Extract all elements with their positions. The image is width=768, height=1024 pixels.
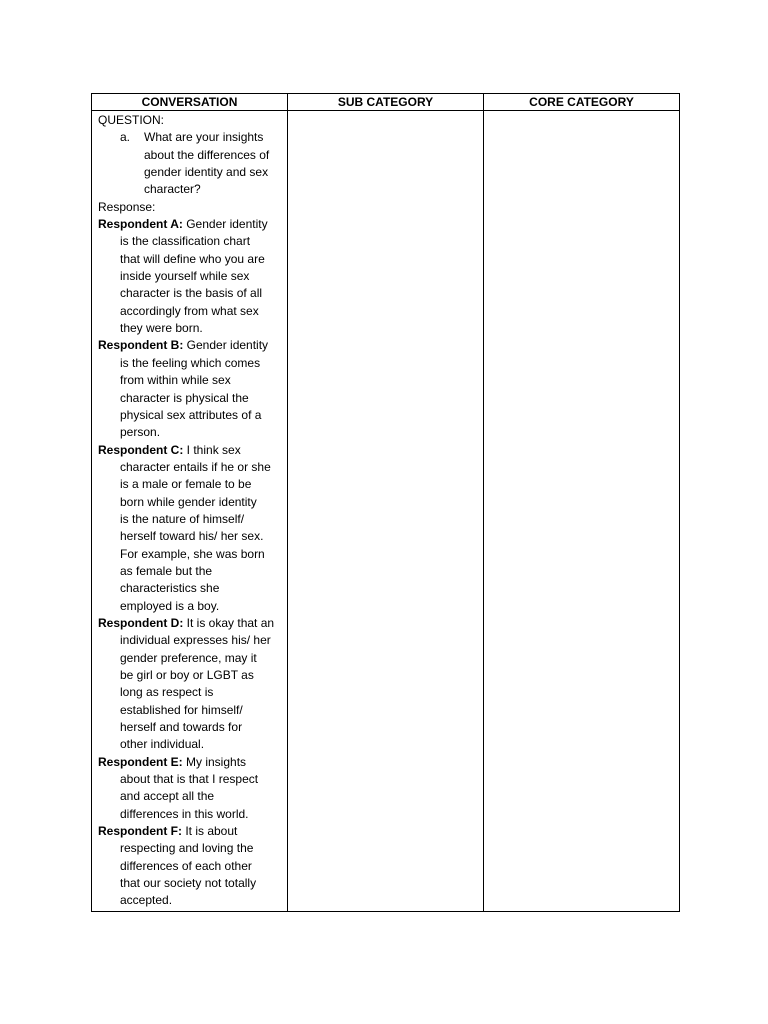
respondent-text: Gender identity bbox=[183, 338, 269, 353]
respondent-line: person. bbox=[120, 425, 161, 440]
question-line: gender identity and sex bbox=[144, 165, 269, 180]
question-line: about the differences of bbox=[144, 147, 270, 162]
respondent-line: herself and towards for bbox=[120, 720, 243, 735]
conversation-table bbox=[91, 93, 680, 912]
respondent-line: about that is that I respect bbox=[120, 772, 259, 787]
respondent-line: character entails if he or she bbox=[120, 459, 271, 474]
respondent-e bbox=[98, 754, 283, 823]
sub-category-cell bbox=[288, 111, 484, 912]
respondent-line: that will define who you are bbox=[120, 251, 265, 266]
respondent-line: differences of each other bbox=[120, 858, 252, 873]
respondent-b bbox=[98, 337, 283, 441]
table-row bbox=[92, 111, 680, 912]
respondent-line: herself toward his/ her sex. bbox=[120, 529, 264, 544]
respondent-line: differences in this world. bbox=[120, 806, 249, 821]
respondent-first-line bbox=[98, 442, 283, 459]
respondent-line: be girl or boy or LGBT as bbox=[120, 668, 254, 682]
respondent-text: It is okay that an bbox=[183, 615, 275, 630]
respondent-label: Respondent E: bbox=[98, 754, 183, 769]
respondent-line: accordingly from what sex bbox=[120, 303, 259, 318]
respondent-f bbox=[98, 823, 283, 910]
respondent-line: that our society not totally bbox=[120, 876, 257, 891]
respondent-list bbox=[98, 216, 283, 910]
table-header-row bbox=[92, 94, 680, 111]
respondent-label: Respondent B: bbox=[98, 338, 184, 353]
respondent-d bbox=[98, 615, 283, 754]
header-conversation: CONVERSATION bbox=[92, 94, 288, 111]
respondent-c bbox=[98, 442, 283, 615]
respondent-label: Respondent C: bbox=[98, 442, 184, 457]
respondent-first-line bbox=[98, 216, 283, 233]
header-core-category: CORE CATEGORY bbox=[484, 94, 680, 111]
respondent-label: Respondent F: bbox=[98, 824, 182, 839]
question-line: What are your insights bbox=[144, 130, 264, 145]
respondent-line: long as respect is bbox=[120, 685, 214, 700]
respondent-line: and accept all the bbox=[120, 789, 215, 804]
respondent-line: character is the basis of all bbox=[120, 286, 263, 301]
respondent-line: physical sex attributes of a bbox=[120, 407, 262, 422]
question-label: QUESTION: bbox=[98, 113, 165, 127]
respondent-line: they were born. bbox=[120, 321, 203, 336]
respondent-line: is a male or female to be bbox=[120, 477, 252, 492]
respondent-label: Respondent D: bbox=[98, 615, 184, 630]
respondent-text: I think sex bbox=[183, 442, 241, 457]
respondent-line: is the classification chart bbox=[120, 234, 251, 249]
respondent-line: inside yourself while sex bbox=[120, 269, 250, 284]
respondent-line: born while gender identity bbox=[120, 494, 257, 509]
respondent-line: respecting and loving the bbox=[120, 841, 254, 856]
respondent-line: characteristics she bbox=[120, 581, 220, 596]
respondent-first-line bbox=[98, 615, 283, 632]
respondent-line: character is physical the bbox=[120, 390, 249, 405]
respondent-line: individual expresses his/ her bbox=[120, 633, 271, 648]
conversation-cell bbox=[92, 111, 288, 912]
respondent-line: established for himself/ bbox=[120, 702, 243, 717]
respondent-line: For example, she was born bbox=[120, 546, 265, 561]
respondent-line: as female but the bbox=[120, 563, 213, 578]
response-label: Response: bbox=[98, 199, 156, 214]
header-sub-category: SUB CATEGORY bbox=[288, 94, 484, 111]
respondent-line: accepted. bbox=[120, 893, 173, 908]
question-text bbox=[144, 129, 269, 198]
respondent-line: gender preference, may it bbox=[120, 650, 257, 665]
respondent-line: from within while sex bbox=[120, 373, 231, 388]
question-line: character? bbox=[144, 182, 201, 197]
respondent-a bbox=[98, 216, 283, 337]
question-item bbox=[98, 129, 283, 198]
respondent-first-line bbox=[98, 754, 283, 771]
respondent-line: employed is a boy. bbox=[120, 598, 220, 613]
respondent-text: Gender identity bbox=[182, 217, 268, 232]
core-category-cell bbox=[484, 111, 680, 912]
respondent-label: Respondent A: bbox=[98, 217, 183, 232]
respondent-line: other individual. bbox=[120, 737, 205, 752]
respondent-line: is the feeling which comes bbox=[120, 355, 261, 370]
respondent-text: It is about bbox=[182, 824, 238, 839]
respondent-text: My insights bbox=[182, 754, 247, 769]
question-marker: a. bbox=[120, 130, 131, 145]
respondent-first-line bbox=[98, 823, 283, 840]
respondent-first-line bbox=[98, 337, 283, 354]
respondent-line: is the nature of himself/ bbox=[120, 511, 245, 526]
